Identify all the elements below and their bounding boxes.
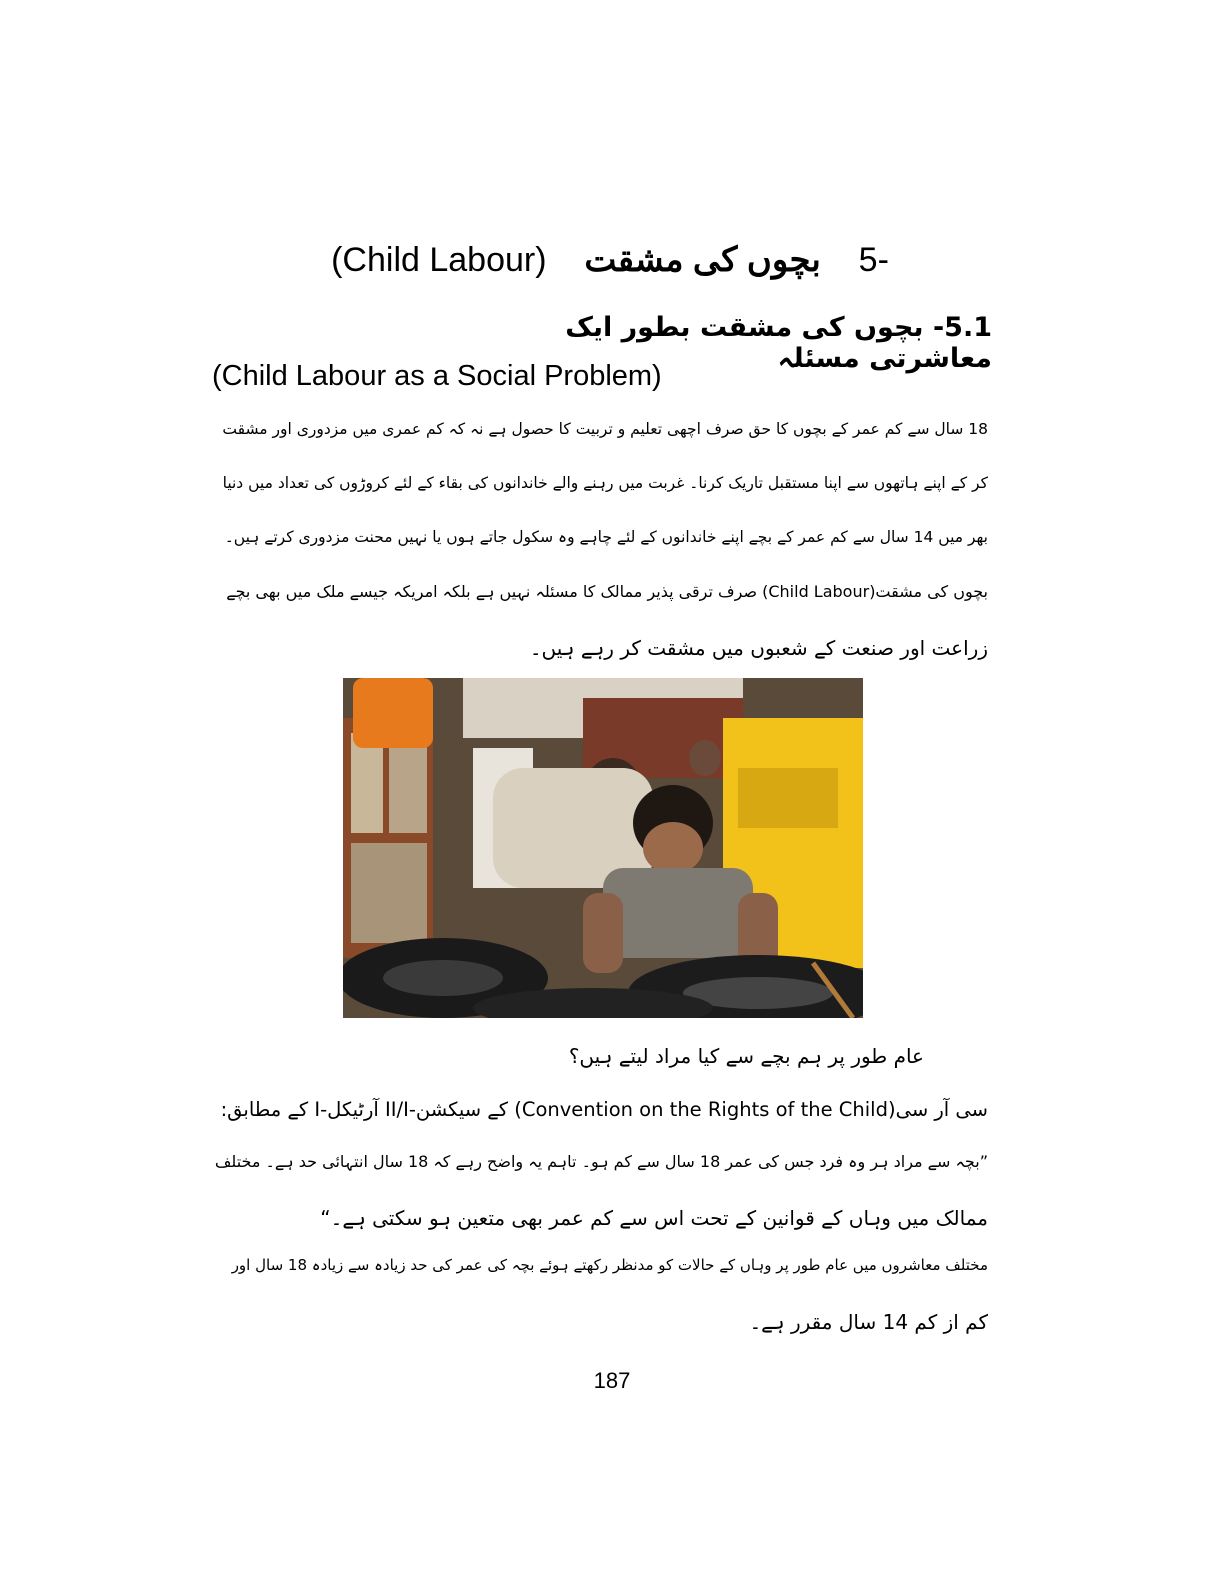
paragraph-2-line-1: بچوں کی مشقت(Child Labour) صرف ترقی پذیر ممالک کا مسئلہ نہیں ہے بلکہ امریکہ جیسے ملک میں بھی بچے (226, 582, 988, 601)
chapter-title (300, 240, 920, 280)
chapter-number: 5- (858, 241, 889, 279)
section-title-english: (Child Labour as a Social Problem) (212, 360, 662, 392)
child-labour-photo-icon (343, 678, 863, 1018)
chapter-title-urdu: بچوں کی مشقت (584, 241, 821, 279)
crc-reference-line: سی آر سی(Convention on the Rights of the Child) کے سیکشن-II/I آرٹیکل-I کے مطابق: (220, 1098, 988, 1121)
chapter-title-english: (Child Labour) (331, 241, 547, 279)
question-line: عام طور پر ہم بچے سے کیا مراد لیتے ہیں؟ (568, 1044, 924, 1068)
paragraph-2-line-2: زراعت اور صنعت کے شعبوں میں مشقت کر رہے ہیں۔ (529, 636, 988, 660)
paragraph-1-line-3: بھر میں 14 سال سے کم عمر کے بچے اپنے خاندانوں کے لئے چاہے وہ سکول جاتے ہوں یا نہیں محنت مزدوری کرتے ہیں۔ (224, 528, 988, 546)
quote-line-2: ممالک میں وہاں کے قوانین کے تحت اس سے کم عمر بھی متعین ہو سکتی ہے۔“ (320, 1206, 988, 1230)
paragraph-1-line-1: 18 سال سے کم عمر کے بچوں کا حق صرف اچھی تعلیم و تربیت کا حصول ہے نہ کہ کم عمری میں مزدوری اور مشقت (222, 420, 988, 438)
paragraph-3-line-2: کم از کم 14 سال مقرر ہے۔ (749, 1310, 988, 1334)
page-number: 187 (593, 1368, 631, 1393)
paragraph-3-line-1: مختلف معاشروں میں عام طور پر وہاں کے حالات کو مدنظر رکھتے ہوئے بچہ کی عمر کی حد زیادہ سے زیادہ 18 سال اور (231, 1256, 988, 1274)
section-title-urdu: 5.1- بچوں کی مشقت بطور ایک معاشرتی مسئلہ (565, 312, 992, 374)
paragraph-1-line-2: کر کے اپنے ہاتھوں سے اپنا مستقبل تاریک کرنا۔ غربت میں رہنے والے خاندانوں کی بقاء کے لئے کروڑوں کی تعداد میں دنیا (222, 474, 988, 492)
quote-line-1: ”بچہ سے مراد ہر وہ فرد جس کی عمر 18 سال سے کم ہو۔ تاہم یہ واضح رہے کہ 18 سال انتہائی حد ہے۔ مختلف (214, 1152, 988, 1171)
